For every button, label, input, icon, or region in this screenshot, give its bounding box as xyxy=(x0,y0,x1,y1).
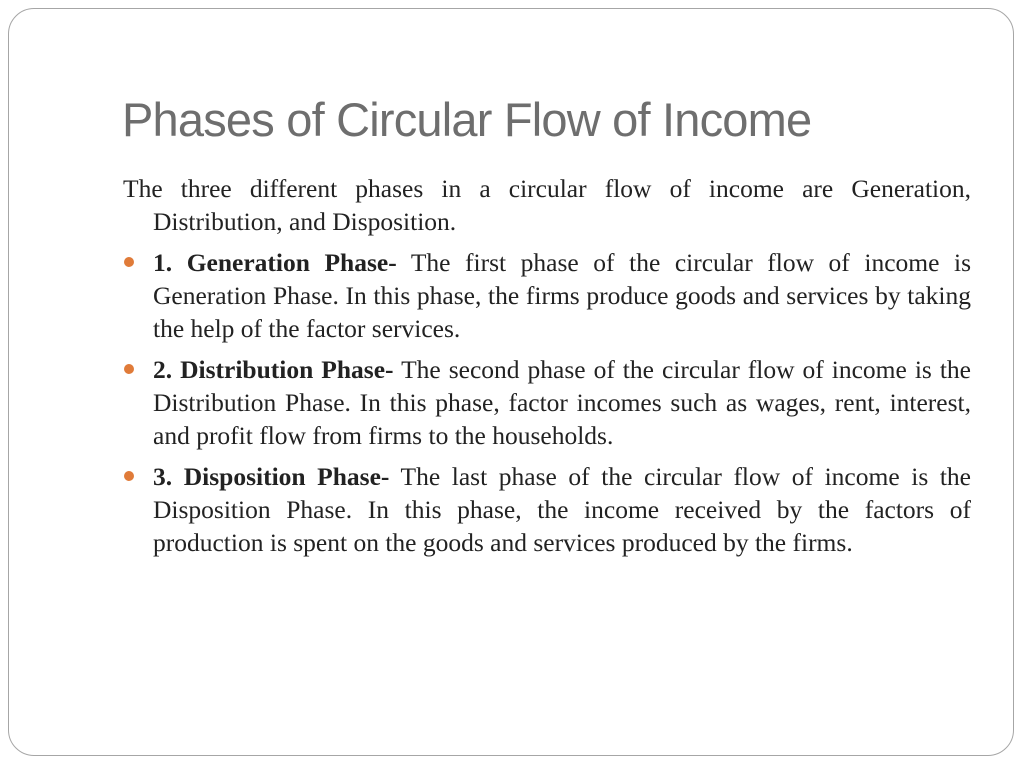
bullet-dot-icon xyxy=(124,257,134,267)
phase-text: The first phase of the circular flow of income is Generation Phase. In this phase, the firms produce goods and services by taking the help of the factor services. xyxy=(153,248,971,343)
phase-text: The second phase of the circular flow of income is the Distribution Phase. In this phase, factor incomes such as wages, rent, interest, and profit flow from firms to the households. xyxy=(153,355,971,450)
slide-title: Phases of Circular Flow of Income xyxy=(122,93,812,146)
bullet-dot-icon xyxy=(124,364,134,374)
phase-heading: 2. Distribution Phase- xyxy=(153,355,394,384)
phase-item-generation xyxy=(123,246,971,345)
slide-frame xyxy=(8,8,1014,756)
phase-text: The last phase of the circular flow of income is the Disposition Phase. In this phase, the income received by the factors of production is spent on the goods and services produced by the firms. xyxy=(153,462,971,557)
slide-body xyxy=(123,172,971,567)
phase-heading: 3. Disposition Phase- xyxy=(153,462,390,491)
intro-paragraph: The three different phases in a circular flow of income are Generation, Distribution, and Disposition. xyxy=(123,174,971,236)
phase-item-disposition xyxy=(123,460,971,559)
phase-list xyxy=(123,246,971,559)
phase-heading: 1. Generation Phase- xyxy=(153,248,397,277)
bullet-dot-icon xyxy=(124,471,134,481)
phase-item-distribution xyxy=(123,353,971,452)
